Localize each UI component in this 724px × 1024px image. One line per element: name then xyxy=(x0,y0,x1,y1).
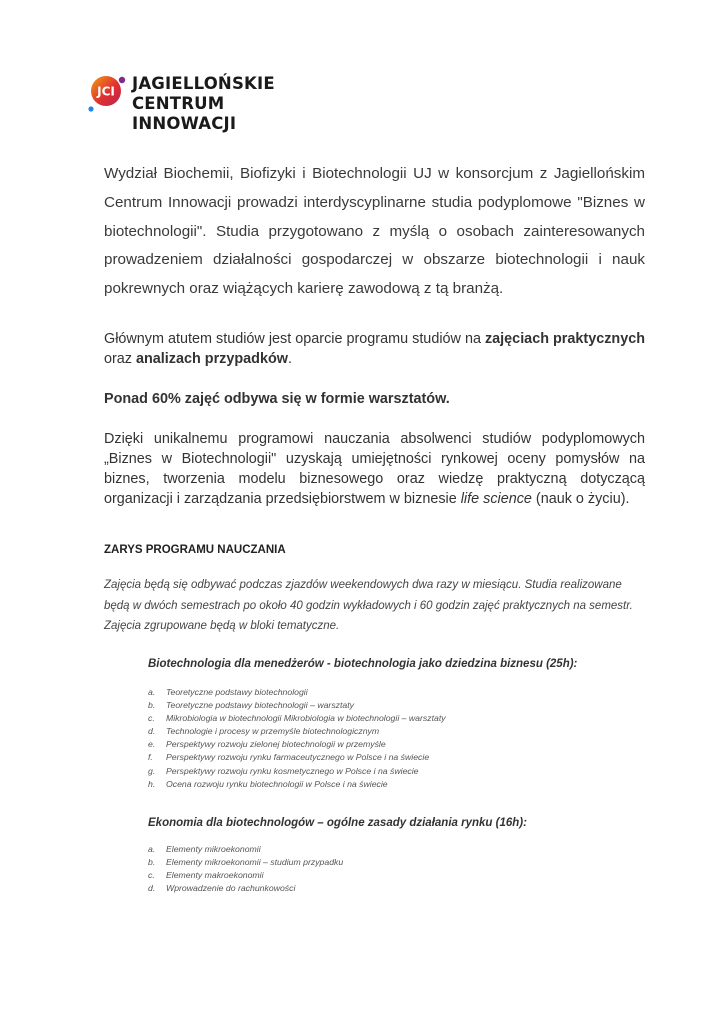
logo-mark-text: JCI xyxy=(97,84,115,99)
unique-program-paragraph xyxy=(104,429,645,509)
list-item xyxy=(148,699,446,712)
advantage-text-1: Głównym atutem studiów jest oparcie programu studiów na xyxy=(104,331,485,347)
list-marker: a. xyxy=(148,844,156,854)
list-item xyxy=(148,738,446,751)
program-heading: ZARYS PROGRAMU NAUCZANIA xyxy=(104,544,286,556)
list-item xyxy=(148,843,343,856)
list-marker: b. xyxy=(148,857,156,868)
unique-text-1: Dzięki unikalnemu programowi nauczania absolwenci studiów podyplomowych „Biznes w Biotechnologii" uzyskają umiejętności rynkowej oceny pomysłów na biznes, tworzenia modelu biznesowego oraz wiedzę praktyczną dotyczącą organizacji i zarządzania przedsiębiorstwem w biznesie xyxy=(104,431,645,507)
list-item xyxy=(148,778,446,791)
list-item-text: Elementy mikroekonomii – studium przypadku xyxy=(166,857,344,868)
list-marker: f. xyxy=(148,752,153,763)
list-item-text: Wprowadzenie do rachunkowości xyxy=(166,883,296,894)
list-marker: d. xyxy=(148,726,156,737)
list-item-text: Teoretyczne podstawy biotechnologii – warsztaty xyxy=(166,700,355,711)
logo-wordmark xyxy=(132,74,286,134)
list-item xyxy=(148,725,446,738)
list-item-text: Ocena rozwoju rynku biotechnologii w Polsce i na świecie xyxy=(166,778,388,789)
list-marker: c. xyxy=(148,870,155,881)
list-item-text: Technologie i procesy w przemyśle biotechnologicznym xyxy=(166,726,380,737)
advantage-bold-practical: zajęciach praktycznych xyxy=(484,331,645,347)
list-item-text: Perspektywy rozwoju rynku farmaceutycznego w Polsce i na świecie xyxy=(166,752,430,763)
list-item xyxy=(148,686,446,699)
list-marker: b. xyxy=(148,700,156,711)
jci-logo xyxy=(86,66,286,133)
list-marker: a. xyxy=(148,687,156,697)
list-item xyxy=(148,765,446,778)
advantage-text-3: . xyxy=(287,351,292,367)
advantage-paragraph xyxy=(104,329,645,369)
list-item-text: Teoretyczne podstawy biotechnologii xyxy=(166,687,308,697)
block-title-economics: Ekonomia dla biotechnologów – ogólne zasady działania rynku (16h): xyxy=(148,817,527,829)
list-item xyxy=(148,869,343,882)
logo-line-1: JAGIELLOŃSKIE xyxy=(132,74,275,93)
program-description: Zajęcia będą się odbywać podczas zjazdów weekendowych dwa razy w miesiącu. Studia realizowane będą w dwóch semestrach po około 40 godzin wykładowych i 60 godzin zajęć praktycznych na semestr. Zajęcia zgrupowane będą w bloki tematyczne. xyxy=(104,579,633,632)
list-marker: d. xyxy=(148,883,156,894)
workshops-statement: Ponad 60% zajęć odbywa się w formie warsztatów. xyxy=(104,391,450,407)
unique-italic-life-science: life science xyxy=(460,491,532,507)
list-item xyxy=(148,712,446,725)
list-item-text: Elementy mikroekonomii xyxy=(166,844,261,854)
list-item xyxy=(148,882,343,895)
list-marker: g. xyxy=(148,765,156,776)
list-item-text: Mikrobiologia w biotechnologii Mikrobiologia w biotechnologii – warsztaty xyxy=(166,713,446,724)
block-title-biotech-managers: Biotechnologia dla menedżerów - biotechnologia jako dziedzina biznesu (25h): xyxy=(148,658,578,670)
list-marker: e. xyxy=(148,739,156,750)
logo-line-2: CENTRUM INNOWACJI xyxy=(132,94,237,133)
jci-logo-mark-icon xyxy=(86,72,128,114)
list-item xyxy=(148,856,343,869)
intro-paragraph: Wydział Biochemii, Biofizyki i Biotechnologii UJ w konsorcjum z Jagiellońskim Centrum Innowacji prowadzi interdyscyplinarne studia podyplomowe "Biznes w biotechnologii". Studia przygotowano z myślą o osobach zainteresowanych prowadzeniem działalności gospodarczej w obszarze biotechnologii i nauk pokrewnych oraz wiążących karierę zawodową z tą branżą. xyxy=(104,165,645,298)
list-marker: h. xyxy=(148,778,156,789)
block-2-topic-list xyxy=(148,843,343,895)
advantage-bold-cases: analizach przypadków xyxy=(136,351,288,367)
advantage-text-2: oraz xyxy=(104,351,136,367)
list-item-text: Perspektywy rozwoju zielonej biotechnologii w przemyśle xyxy=(166,739,386,750)
list-item-text: Perspektywy rozwoju rynku kosmetycznego w Polsce i na świecie xyxy=(166,765,419,776)
list-item xyxy=(148,751,446,764)
unique-text-2: (nauk o życiu). xyxy=(531,491,630,507)
block-1-topic-list xyxy=(148,686,446,791)
list-marker: c. xyxy=(148,713,155,724)
list-item-text: Elementy makroekonomii xyxy=(166,870,264,881)
